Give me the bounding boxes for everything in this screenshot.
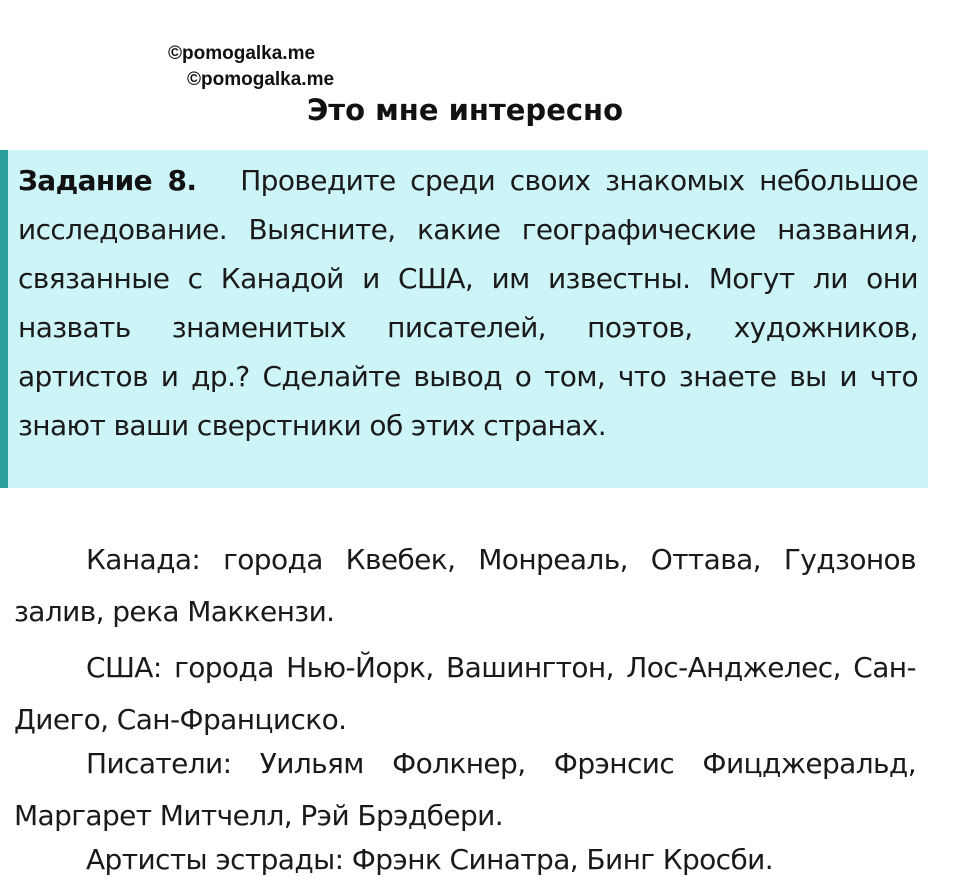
task-paragraph [18, 156, 918, 450]
watermark-text: ©pomogalka.me [187, 69, 335, 90]
task-box [0, 150, 928, 488]
answer-usa: США: города Нью-Йорк, Вашингтон, Лос-Анджелес, Сан-Диего, Сан-Франциско. [14, 651, 916, 736]
answer-writers: Писатели: Уильям Фолкнер, Фрэнсис Фицджеральд, Маргарет Митчелл, Рэй Брэдбери. [14, 747, 916, 832]
section-title: Это мне интересно [306, 93, 624, 127]
answer-canada: Канада: города Квебек, Монреаль, Оттава, Гудзонов залив, река Маккензи. [14, 543, 916, 628]
task-text: Проведите среди своих знакомых небольшое исследование. Выясните, какие географические названия, связанные с Канадой и США, им известны. Могут ли они назвать знаменитых писателей, поэтов, художников, артистов и др.? Сделайте вывод о том, что знаете вы и что знают ваши сверстники об этих странах. [18, 164, 919, 442]
answer-artists: Артисты эстрады: Фрэнк Синатра, Бинг Кросби. [86, 843, 774, 876]
task-label: Задание 8. [18, 164, 197, 197]
watermark-text: ©pomogalka.me [168, 43, 316, 64]
